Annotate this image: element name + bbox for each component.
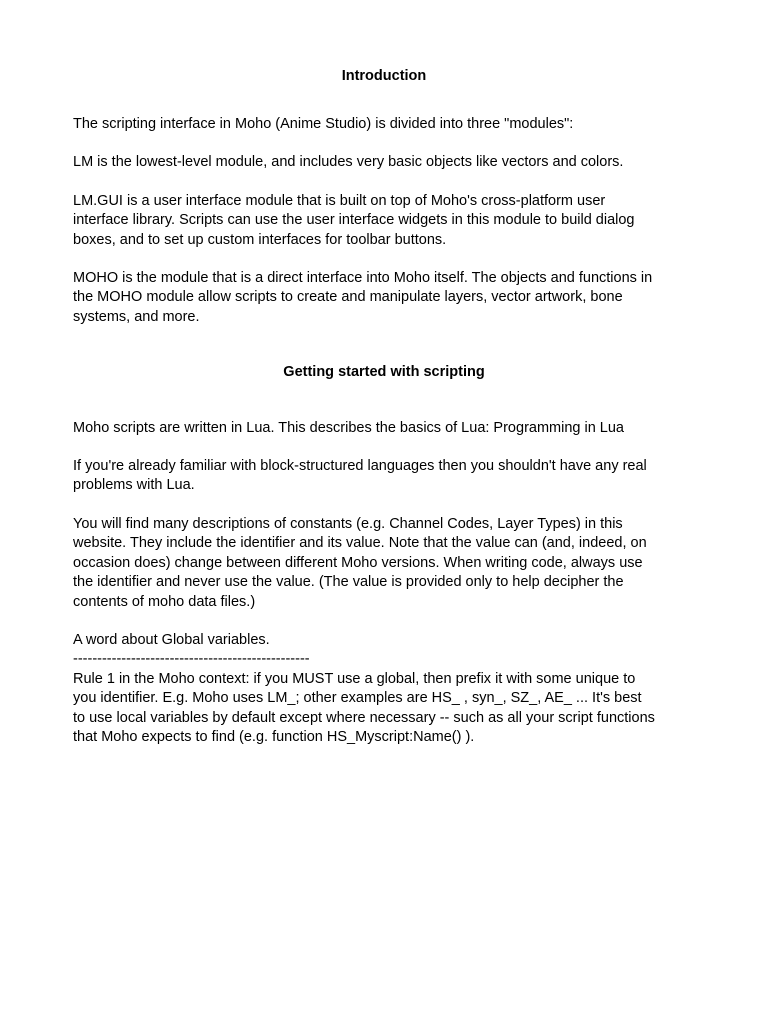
text-line: interface library. Scripts can use the user interface widgets in this module to build dialog xyxy=(73,212,635,229)
global-variables-paragraph xyxy=(73,631,703,747)
text-line: A word about Global variables. xyxy=(73,632,270,648)
text-line: to use local variables by default except where necessary -- such as all your script functions xyxy=(73,709,655,726)
getting-started-heading: Getting started with scripting xyxy=(283,364,485,380)
text-line: You will find many descriptions of constants (e.g. Channel Codes, Layer Types) in this xyxy=(73,516,623,532)
text-line: website. They include the identifier and its value. Note that the value can (and, indeed, on xyxy=(73,535,647,552)
text-line: that Moho expects to find (e.g. function HS_Myscript:Name() ). xyxy=(73,729,475,746)
start-paragraph-familiar xyxy=(73,457,703,496)
text-line: problems with Lua. xyxy=(73,477,195,494)
text-line: occasion does) change between different Moho versions. When writing code, always use xyxy=(73,554,643,571)
start-paragraph-lua xyxy=(73,419,703,438)
intro-paragraph-modules xyxy=(73,115,703,134)
text-line: Rule 1 in the Moho context: if you MUST use a global, then prefix it with some unique to xyxy=(73,670,636,687)
text-line: the identifier and never use the value. (The value is provided only to help decipher the xyxy=(73,574,624,591)
divider-line: ------------------------------------------------- xyxy=(73,651,310,668)
text-line: contents of moho data files.) xyxy=(73,593,256,610)
text-line: boxes, and to set up custom interfaces for toolbar buttons. xyxy=(73,231,447,248)
text-line: you identifier. E.g. Moho uses LM_; other examples are HS_ , syn_, SZ_, AE_ ... It's best xyxy=(73,690,642,707)
intro-paragraph-lm xyxy=(73,153,703,172)
text-line: Moho scripts are written in Lua. This describes the basics of Lua: Programming in Lua xyxy=(73,420,624,436)
intro-paragraph-moho xyxy=(73,269,703,327)
text-line: If you're already familiar with block-structured languages then you shouldn't have any real xyxy=(73,458,647,474)
text-line: systems, and more. xyxy=(73,308,200,325)
text-line: The scripting interface in Moho (Anime Studio) is divided into three "modules": xyxy=(73,116,574,132)
introduction-heading: Introduction xyxy=(341,68,427,84)
text-line: LM.GUI is a user interface module that is built on top of Moho's cross-platform user xyxy=(73,193,606,209)
intro-paragraph-lm-gui xyxy=(73,192,703,250)
text-line: LM is the lowest-level module, and includes very basic objects like vectors and colors. xyxy=(73,154,624,170)
text-line: the MOHO module allow scripts to create and manipulate layers, vector artwork, bone xyxy=(73,289,623,306)
text-line: MOHO is the module that is a direct interface into Moho itself. The objects and functions in xyxy=(73,270,653,286)
start-paragraph-constants xyxy=(73,515,703,612)
